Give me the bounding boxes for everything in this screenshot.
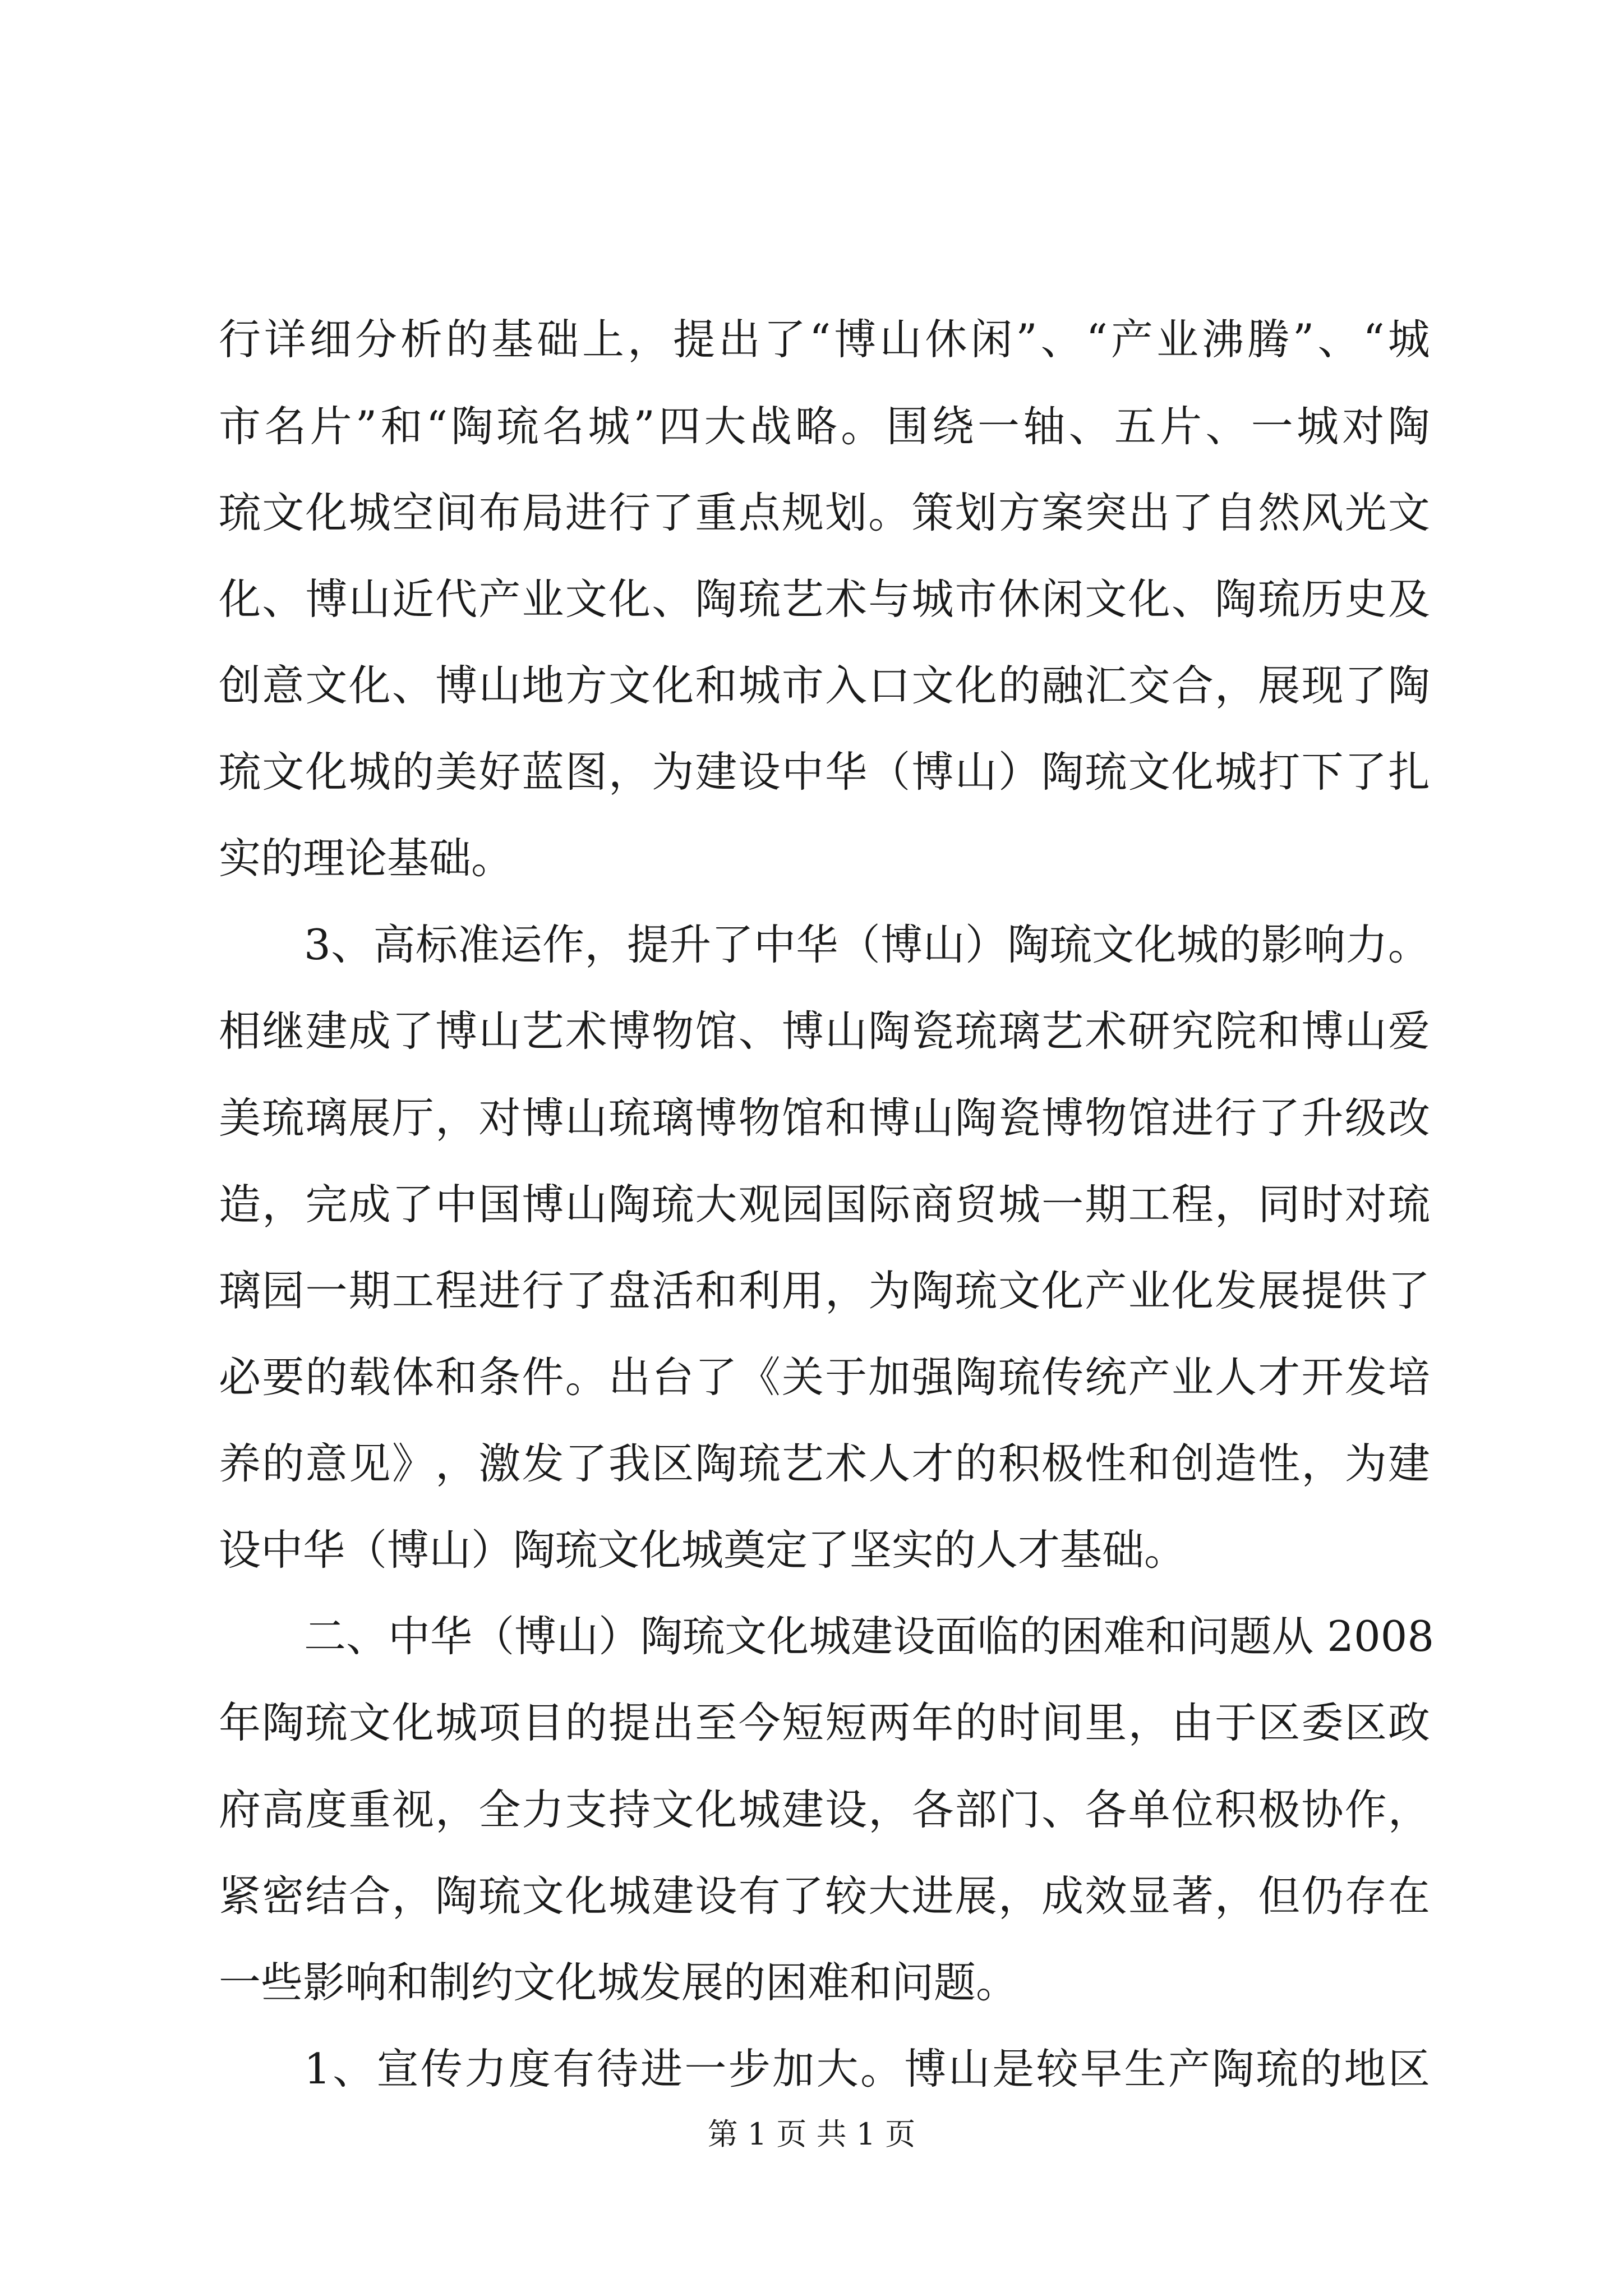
text-line: 琉 文 化 城 的 美 好 蓝 图 ， 为 建 设 中 华 （ 博 山 ） 陶 琉 文 化 城 打 下 了 扎 bbox=[219, 747, 1430, 797]
text-line: 创 意 文 化 、 博 山 地 方 文 化 和 城 市 入 口 文 化 的 融 汇 交 合 ， 展 现 了 陶 bbox=[219, 661, 1430, 710]
text-line: 美 琉 璃 展 厅 ， 对 博 山 琉 璃 博 物 馆 和 博 山 陶 瓷 博 物 馆 进 行 了 升 级 改 bbox=[219, 1093, 1430, 1143]
text-line: 相 继 建 成 了 博 山 艺 术 博 物 馆 、 博 山 陶 瓷 琉 璃 艺 术 研 究 院 和 博 山 爱 bbox=[219, 1006, 1430, 1056]
text-line: 琉 文 化 城 空 间 布 局 进 行 了 重 点 规 划 。 策 划 方 案 突 出 了 自 然 风 光 文 bbox=[219, 488, 1430, 537]
text-line: 化 、 博 山 近 代 产 业 文 化 、 陶 琉 艺 术 与 城 市 休 闲 文 化 、 陶 琉 历 史 及 bbox=[219, 574, 1430, 624]
page-footer: 第 1 页 共 1 页 bbox=[707, 2116, 916, 2152]
text-line: 养 的 意 见 》 ， 激 发 了 我 区 陶 琉 艺 术 人 才 的 积 极 性 和 创 造 性 ， 为 建 bbox=[219, 1439, 1430, 1488]
text-line: 年 陶 琉 文 化 城 项 目 的 提 出 至 今 短 短 两 年 的 时 间 里 ， 由 于 区 委 区 政 bbox=[219, 1698, 1430, 1747]
text-line: 造 ， 完 成 了 中 国 博 山 陶 琉 大 观 园 国 际 商 贸 城 一 期 工 程 ， 同 时 对 琉 bbox=[219, 1180, 1430, 1229]
text-line: 市 名 片 ” 和 “ 陶 琉 名 城 ” 四 大 战 略 。 围 绕 一 轴 、 五 片 、 一 城 对 陶 bbox=[219, 402, 1430, 451]
text-line: 实的理论基础。 bbox=[219, 834, 514, 883]
text-line: 紧 密 结 合 ， 陶 琉 文 化 城 建 设 有 了 较 大 进 展 ， 成 效 显 著 ， 但 仍 存 在 bbox=[219, 1871, 1430, 1921]
paragraph-first-line: 二 、 中 华 （ 博 山 ） 陶 琉 文 化 城 建 设 面 临 的 困 难 和 问 题 从 2 0 0 8 bbox=[304, 1612, 1435, 1661]
text-line: 设中华（博山）陶琉文化城奠定了坚实的人才基础。 bbox=[219, 1525, 1187, 1575]
paragraph-first-line: 1 、 宣 传 力 度 有 待 进 一 步 加 大 。 博 山 是 较 早 生 产 陶 琉 的 地 区 bbox=[304, 2044, 1430, 2093]
text-line: 行 详 细 分 析 的 基 础 上 ， 提 出 了 “ 博 山 休 闲 ” 、 “ 产 业 沸 腾 ” 、 “ 城 bbox=[219, 315, 1430, 364]
text-line: 璃 园 一 期 工 程 进 行 了 盘 活 和 利 用 ， 为 陶 琉 文 化 产 业 化 发 展 提 供 了 bbox=[219, 1266, 1430, 1315]
paragraph-first-line: 3 、 高 标 准 运 作 ， 提 升 了 中 华 （ 博 山 ） 陶 琉 文 化 城 的 影 响 力 。 bbox=[304, 920, 1430, 969]
text-line: 必 要 的 载 体 和 条 件 。 出 台 了 《 关 于 加 强 陶 琉 传 统 产 业 人 才 开 发 培 bbox=[219, 1352, 1430, 1402]
text-line: 府 高 度 重 视 ， 全 力 支 持 文 化 城 建 设 ， 各 部 门 、 各 单 位 积 极 协 作 ， bbox=[219, 1785, 1430, 1834]
text-line: 一些影响和制约文化城发展的困难和问题。 bbox=[219, 1958, 1018, 2007]
